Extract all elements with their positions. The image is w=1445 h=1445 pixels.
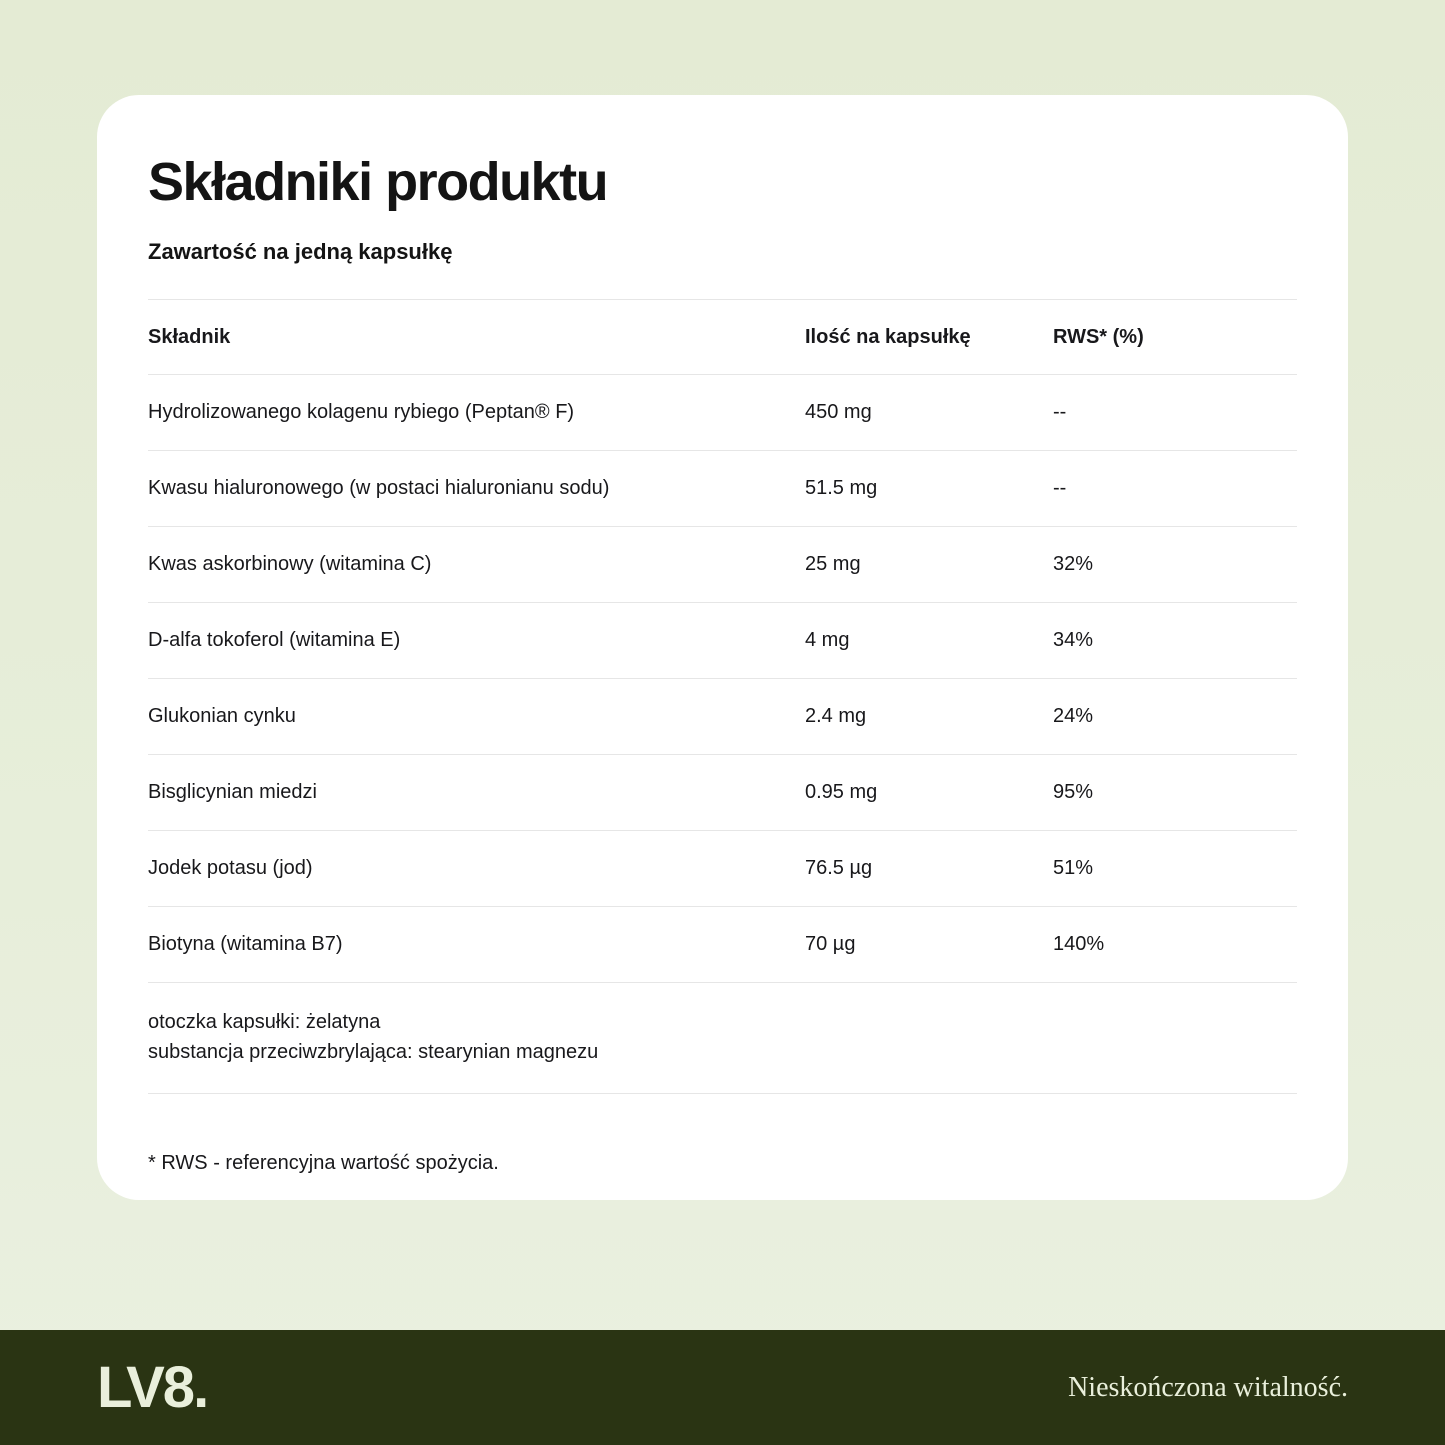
ingredient-amount: 0.95 mg	[805, 781, 878, 804]
ingredient-amount: 2.4 mg	[805, 705, 867, 728]
ingredient-rws: --	[1053, 401, 1067, 424]
ingredient-amount: 76.5 µg	[805, 857, 873, 880]
table-row	[148, 755, 1297, 831]
ingredient-rws: 32%	[1053, 553, 1094, 576]
table-row	[148, 527, 1297, 603]
ingredient-name: Kwas askorbinowy (witamina C)	[148, 553, 432, 576]
excipient-line-anticaking: substancja przeciwzbrylająca: stearynian magnezu	[148, 1041, 599, 1064]
subtitle: Zawartość na jedną kapsułkę	[148, 239, 453, 265]
ingredient-rws: --	[1053, 477, 1067, 500]
col-header-amount: Ilość na kapsułkę	[805, 325, 971, 348]
rws-footnote: * RWS - referencyjna wartość spożycia.	[148, 1152, 499, 1175]
col-header-rws: RWS* (%)	[1053, 325, 1144, 348]
ingredient-rws: 51%	[1053, 857, 1094, 880]
ingredient-name: Biotyna (witamina B7)	[148, 933, 343, 956]
ingredient-amount: 51.5 mg	[805, 477, 878, 500]
ingredient-rws: 34%	[1053, 629, 1094, 652]
table-row	[148, 451, 1297, 527]
page-title: Składniki produktu	[148, 152, 608, 212]
ingredient-name: Bisglicynian miedzi	[148, 781, 317, 804]
ingredient-rws: 140%	[1053, 933, 1105, 956]
table-row	[148, 603, 1297, 679]
table-header-row	[148, 300, 1297, 375]
excipients-row	[148, 983, 1297, 1094]
ingredients-table	[148, 299, 1297, 1094]
ingredient-amount: 450 mg	[805, 401, 872, 424]
ingredient-name: Kwasu hialuronowego (w postaci hialuronianu sodu)	[148, 477, 610, 500]
ingredients-card	[97, 95, 1348, 1200]
ingredient-amount: 25 mg	[805, 553, 861, 576]
footer-bar	[0, 1330, 1445, 1445]
ingredient-name: D-alfa tokoferol (witamina E)	[148, 629, 401, 652]
brand-tagline: Nieskończona witalność.	[1068, 1371, 1348, 1403]
table-row	[148, 375, 1297, 451]
col-header-ingredient: Składnik	[148, 325, 231, 348]
table-row	[148, 907, 1297, 983]
ingredient-rws: 95%	[1053, 781, 1094, 804]
ingredient-amount: 4 mg	[805, 629, 850, 652]
ingredient-amount: 70 µg	[805, 933, 856, 956]
table-row	[148, 831, 1297, 907]
table-row	[148, 679, 1297, 755]
ingredient-name: Jodek potasu (jod)	[148, 857, 313, 880]
ingredient-name: Hydrolizowanego kolagenu rybiego (Peptan® F)	[148, 401, 575, 424]
excipient-line-capsule: otoczka kapsułki: żelatyna	[148, 1011, 381, 1034]
brand-logo: LV8.	[97, 1355, 208, 1420]
ingredient-name: Glukonian cynku	[148, 705, 296, 728]
ingredient-rws: 24%	[1053, 705, 1094, 728]
